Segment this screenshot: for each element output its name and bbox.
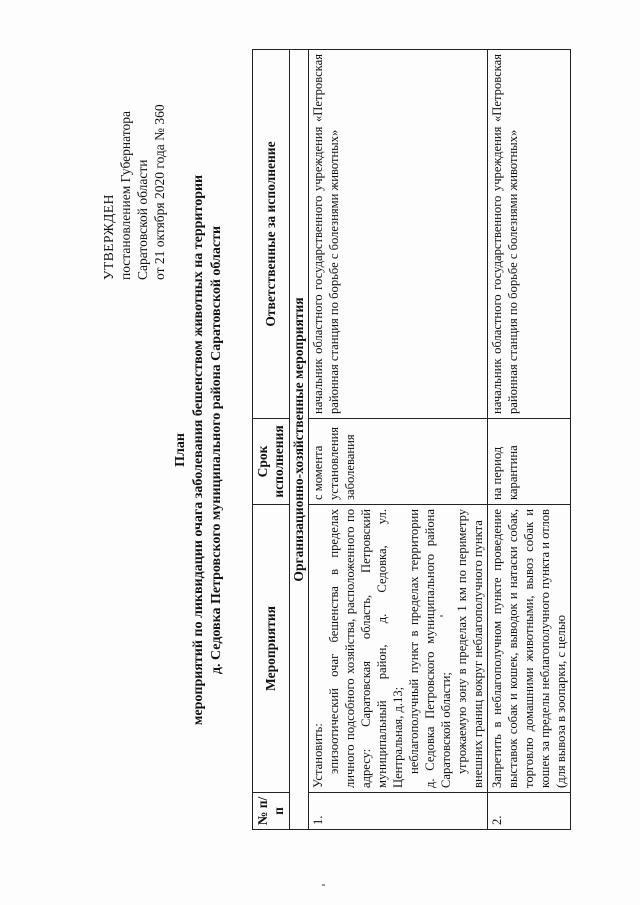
row-intro: Установить: xyxy=(311,723,325,788)
row-responsible: начальник областного государственного учреждения «Петровская районная станция по борьбе с болезнями животных» xyxy=(488,50,571,419)
section-title: Организационно-хозяйственные мероприятия xyxy=(290,50,309,830)
header-num: № п/п xyxy=(253,793,290,830)
scan-speck xyxy=(440,615,443,617)
table-header-row xyxy=(253,50,290,830)
table-row xyxy=(488,50,571,830)
row-paragraph-2: неблагополучный пункт в пределах территории д. Седовка Петровского муниципального района Саратовской области; xyxy=(407,509,453,788)
table-row xyxy=(309,50,488,830)
scan-speck xyxy=(322,884,325,886)
header-term: Срок исполнения xyxy=(253,419,290,505)
title-line-1: План xyxy=(173,433,188,467)
header-activities: Мероприятия xyxy=(253,505,290,793)
approval-line-1: постановлением Губернатора xyxy=(118,111,133,280)
title-line-3: д. Седовка Петровского муниципального района Саратовской области xyxy=(209,225,224,675)
row-responsible: начальник областного государственного учреждения «Петровская районная станция по борьбе с болезнями животных» xyxy=(309,50,488,419)
plan-table xyxy=(252,49,571,830)
row-term: с момента установления заболевания xyxy=(309,419,488,505)
row-paragraph-1: эпизоотический очаг бешенства в пределах личного подсобного хозяйства, расположенного по адресу: Саратовская область, Петровский муниципальный район, д. Седовка, ул. Центральная, д.13; xyxy=(327,509,405,788)
approval-line-2: Саратовской области xyxy=(135,159,150,280)
row-term: на период карантина xyxy=(488,419,571,505)
row-activities: Запретить в неблагополучном пункте проведение выставок собак и кошек, выводок и натаски собак, торговлю домашними животными, вывоз собак и кошек за пределы неблагополучного пункта и отлов (для вывоза в зоопарки, с целью xyxy=(488,505,571,793)
approval-line-3: от 21 октября 2020 года № 360 xyxy=(152,104,167,280)
header-responsible: Ответственные за исполнение xyxy=(253,50,290,419)
row-activities xyxy=(309,505,488,793)
document-title xyxy=(172,105,226,795)
row-paragraph-3: угрожаемую зону в пределах 1 км по периметру внешних границ вокруг неблагополучного пункта xyxy=(455,509,485,788)
approval-stamp xyxy=(100,10,168,280)
row-num: 2. xyxy=(488,793,571,830)
row-num: 1. xyxy=(309,793,488,830)
title-line-2: мероприятий по ликвидации очага заболевания бешенством животных на территории xyxy=(191,174,206,726)
section-row xyxy=(290,50,309,830)
approval-head: УТВЕРЖДЕН xyxy=(101,194,116,280)
